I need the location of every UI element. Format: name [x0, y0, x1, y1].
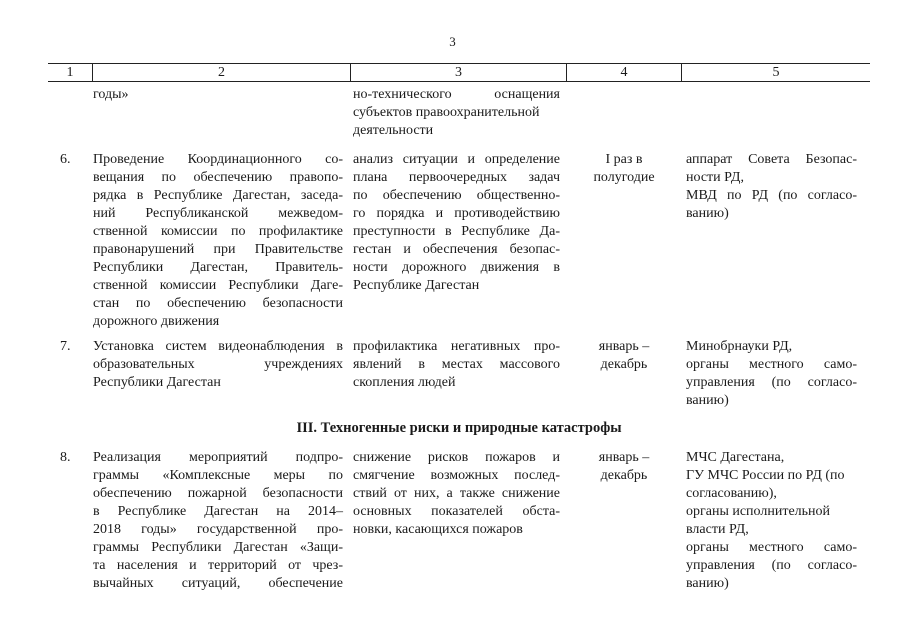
text-line: анализ ситуации и определение — [353, 152, 560, 167]
row-number: 8. — [60, 450, 71, 465]
text-line: ванию) — [686, 393, 729, 408]
text-line: годы» — [93, 87, 129, 102]
text-line: I раз в — [605, 152, 643, 167]
text-line: образовательных учреждениях — [93, 357, 343, 372]
text-line: по обеспечению общественно- — [353, 188, 560, 203]
text-line: ГУ МЧС России по РД (по — [686, 468, 845, 483]
text-line: ственной комиссии Республики Даге- — [93, 278, 343, 293]
text-line: в Республике Дагестан на 2014– — [93, 504, 343, 519]
header-col-4: 4 — [567, 64, 682, 81]
term-text — [569, 151, 679, 187]
executors-text — [686, 338, 857, 410]
text-line: рядка в Республике Дагестан, заседа- — [93, 188, 343, 203]
text-line: ний Республиканской межведом- — [93, 206, 343, 221]
text-line: ственной комиссии по профилактике — [93, 224, 343, 239]
text-line: основных показателей обста- — [353, 504, 560, 519]
text-line: снижение рисков пожаров и — [353, 450, 560, 465]
executors-text — [686, 449, 857, 593]
text-line: Проведение Координационного со- — [93, 152, 343, 167]
header-col-2: 2 — [93, 64, 351, 81]
purpose-text — [353, 449, 560, 539]
text-line: дорожного движения — [93, 314, 220, 329]
purpose-text — [353, 151, 560, 295]
executors-text — [686, 151, 857, 223]
text-line: ствий от них, а также снижение — [353, 486, 560, 501]
header-col-5: 5 — [772, 65, 780, 80]
text-line: полугодие — [593, 170, 655, 185]
continuation-event — [93, 86, 343, 104]
text-line: профилактика негативных про- — [353, 339, 560, 354]
event-text — [93, 338, 343, 392]
text-line: согласованию), — [686, 486, 777, 501]
text-line: аппарат Совета Безопас- — [686, 152, 857, 167]
purpose-text — [353, 338, 560, 392]
text-line: гестан и обеспечения безопас- — [353, 242, 560, 257]
text-line: декабрь — [600, 468, 648, 483]
text-line: декабрь — [600, 357, 648, 372]
text-line: скопления людей — [353, 375, 456, 390]
text-line: но-технического оснащения — [353, 87, 560, 102]
text-line: Республики Дагестан — [93, 375, 221, 390]
header-col-1: 1 — [48, 64, 93, 81]
text-line: правонарушений при Правительстве — [93, 242, 343, 257]
text-line: Республики Дагестан, Правитель- — [93, 260, 343, 275]
text-line: Минобрнауки РД, — [686, 339, 793, 354]
text-line: граммы «Комплексные меры по — [93, 468, 343, 483]
text-line: органы местного само- — [686, 540, 857, 555]
text-line: 2018 годы» государственной про- — [93, 522, 343, 537]
text-line: ванию) — [686, 206, 729, 221]
text-line: органы местного само- — [686, 357, 857, 372]
text-line: преступности в Республике Да- — [353, 224, 560, 239]
text-line: Реализация мероприятий подпро- — [93, 450, 343, 465]
text-line: та населения и территорий от чрез- — [93, 558, 343, 573]
text-line: органы исполнительной — [686, 504, 831, 519]
text-line: МЧС Дагестана, — [686, 450, 785, 465]
text-line: субъектов правоохранительной — [353, 105, 540, 120]
page-number: 3 — [449, 34, 456, 49]
text-line: го порядка и противодействию — [353, 206, 560, 221]
text-line: управления (по согласо- — [686, 558, 857, 573]
text-line: ности дорожного движения в — [353, 260, 560, 275]
table-header — [48, 63, 870, 82]
text-line: МВД по РД (по согласо- — [686, 188, 857, 203]
row-number: 7. — [60, 339, 71, 354]
text-line: управления (по согласо- — [686, 375, 857, 390]
event-text — [93, 151, 343, 331]
text-line: Республике Дагестан — [353, 278, 480, 293]
text-line: вещания по обеспечению правопо- — [93, 170, 343, 185]
text-line: вычайных ситуаций, обеспечение — [93, 576, 343, 591]
text-line: ности РД, — [686, 170, 744, 185]
header-col-3: 3 — [351, 64, 567, 81]
text-line: стан по обеспечению безопасности — [93, 296, 343, 311]
section-title: III. Техногенные риски и природные катастрофы — [296, 420, 622, 436]
continuation-purpose — [353, 86, 560, 140]
text-line: граммы Республики Дагестан «Защи- — [93, 540, 343, 555]
text-line: январь – — [598, 450, 650, 465]
text-line: смягчение возможных послед- — [353, 468, 560, 483]
text-line: Установка систем видеонаблюдения в — [93, 339, 343, 354]
term-text — [569, 449, 679, 485]
text-line: плана первоочередных задач — [353, 170, 560, 185]
event-text — [93, 449, 343, 593]
text-line: явлений в местах массового — [353, 357, 560, 372]
text-line: ванию) — [686, 576, 729, 591]
text-line: власти РД, — [686, 522, 749, 537]
text-line: обеспечению пожарной безопасности — [93, 486, 343, 501]
row-number: 6. — [60, 152, 71, 167]
text-line: январь – — [598, 339, 650, 354]
text-line: деятельности — [353, 123, 434, 138]
text-line: новки, касающихся пожаров — [353, 522, 523, 537]
term-text — [569, 338, 679, 374]
